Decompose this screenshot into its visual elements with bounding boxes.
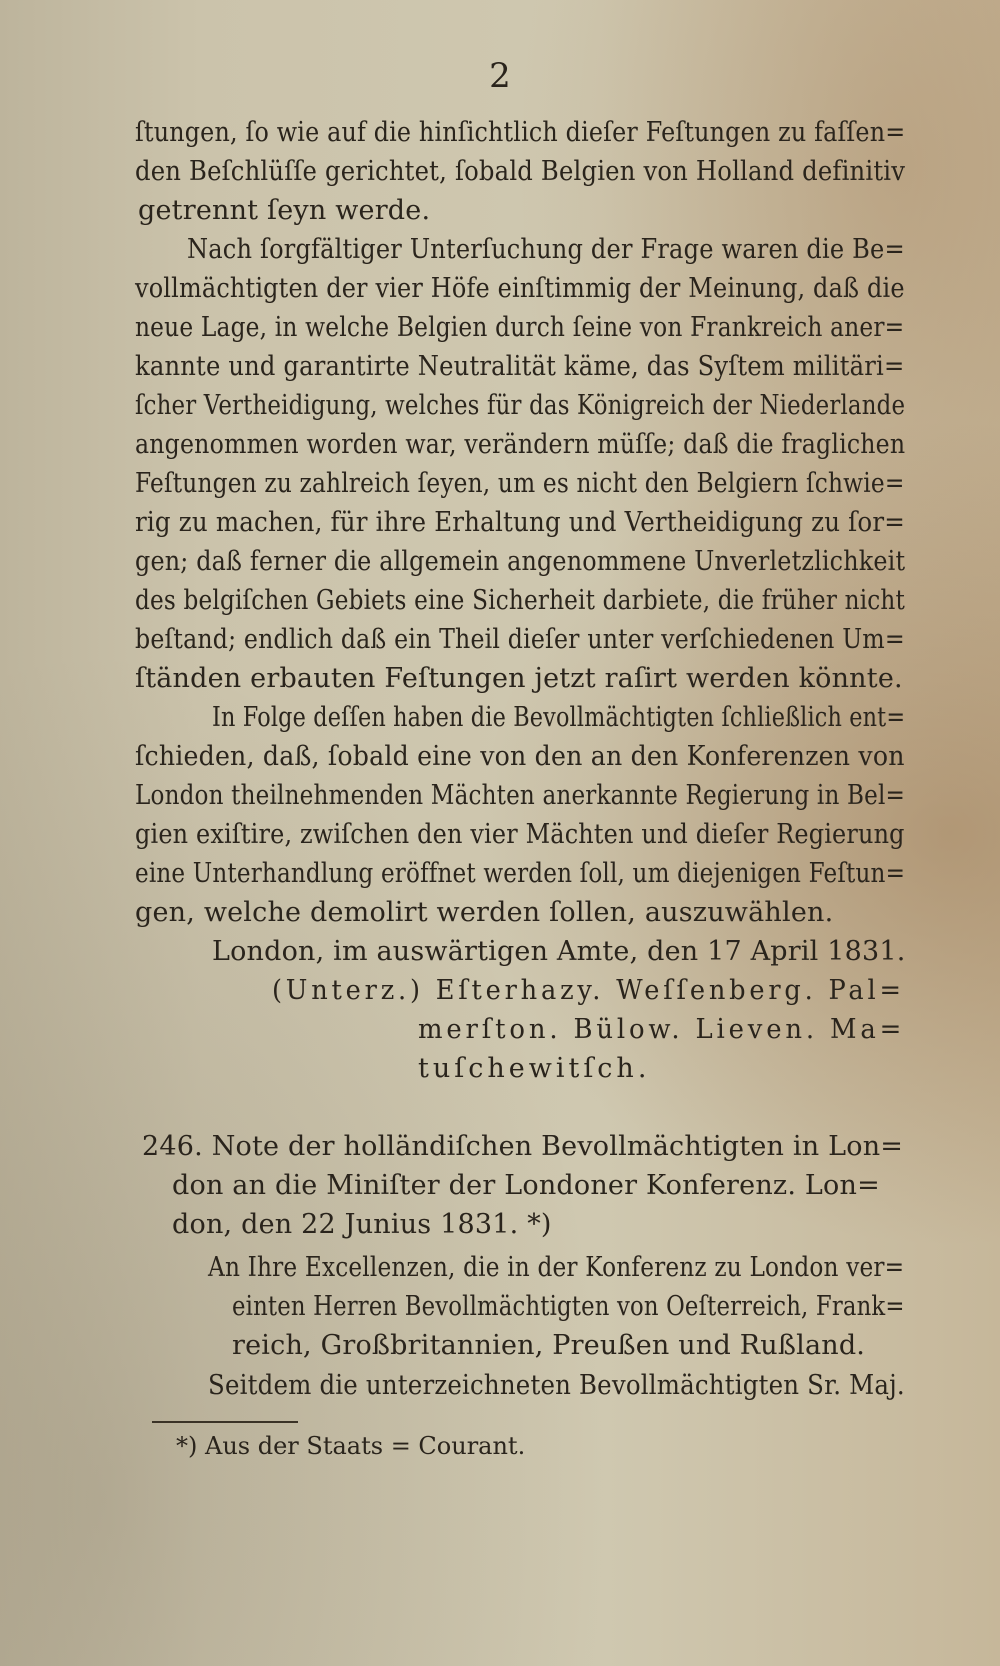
text-line: Seitdem die unterzeichneten Bevollmächtigten Sr. Maj. <box>208 1370 905 1401</box>
text-line: gien exiſtire, zwiſchen den vier Mächten und dieſer Regierung <box>135 819 905 850</box>
text-line: ſcher Vertheidigung, welches für das Königreich der Niederlande <box>135 390 906 421</box>
text-line: In Folge deſſen haben die Bevollmächtigten ſchließlich ent= <box>212 702 906 733</box>
section-heading-line: don, den 22 Junius 1831. *) <box>172 1209 552 1240</box>
address-line: reich, Großbritannien, Preußen und Rußland. <box>232 1330 866 1361</box>
text-line: eine Unterhandlung eröffnet werden ſoll, um diejenigen Feſtun= <box>135 858 906 889</box>
text-line: beſtand; endlich daß ein Theil dieſer unter verſchiedenen Um= <box>135 624 905 655</box>
section-heading-line: don an die Miniſter der Londoner Konferenz. Lon= <box>172 1170 880 1201</box>
text-line: gen, welche demolirt werden ſollen, auszuwählen. <box>135 897 834 928</box>
text-line: London theilnehmenden Mächten anerkannte Regierung in Bel= <box>135 780 906 811</box>
signature-line: (Unterz.) Eſterhazy. Weſſenberg. Pal= <box>272 975 905 1006</box>
text-line: ſtungen, ſo wie auf die hinſichtlich dieſer Feſtungen zu faſſen= <box>135 117 906 148</box>
text-line: vollmächtigten der vier Höfe einſtimmig der Meinung, daß die <box>135 273 905 304</box>
text-line: Nach ſorgfältiger Unterſuchung der Frage waren die Be= <box>187 234 905 265</box>
text-line: London, im auswärtigen Amte, den 17 April 1831. <box>212 936 906 967</box>
text-line: angenommen worden war, verändern müſſe; daß die fraglichen <box>135 429 906 460</box>
text-line: den Beſchlüſſe gerichtet, ſobald Belgien von Holland definitiv <box>135 156 906 187</box>
text-line: ſchieden, daß, ſobald eine von den an den Konferenzen von <box>135 741 905 772</box>
text-line: rig zu machen, für ihre Erhaltung und Vertheidigung zu ſor= <box>135 507 905 538</box>
text-line: neue Lage, in welche Belgien durch ſeine von Frankreich aner= <box>135 312 905 343</box>
address-line: An Ihre Excellenzen, die in der Konferenz zu London ver= <box>208 1252 905 1283</box>
page-number: 2 <box>489 56 511 96</box>
text-line: Feſtungen zu zahlreich ſeyen, um es nicht den Belgiern ſchwie= <box>135 468 905 499</box>
text-line: ſtänden erbauten Feſtungen jetzt raſirt werden könnte. <box>135 663 903 694</box>
text-line: kannte und garantirte Neutralität käme, das Syſtem militäri= <box>135 351 905 382</box>
text-line: getrennt ſeyn werde. <box>138 195 431 226</box>
text-line: des belgiſchen Gebiets eine Sicherheit darbiete, die früher nicht <box>135 585 905 616</box>
section-heading-line: 246. Note der holländiſchen Bevollmächtigten in Lon= <box>142 1131 904 1162</box>
footnote: *) Aus der Staats = Courant. <box>176 1432 526 1460</box>
footnote-divider <box>152 1421 298 1423</box>
signature-line: tuſchewitſch. <box>418 1053 651 1084</box>
text-line: gen; daß ferner die allgemein angenommene Unverletzlichkeit <box>135 546 906 577</box>
signature-line: merſton. Bülow. Lieven. Ma= <box>418 1014 906 1045</box>
address-line: einten Herren Bevollmächtigten von Oeſterreich, Frank= <box>232 1291 905 1322</box>
